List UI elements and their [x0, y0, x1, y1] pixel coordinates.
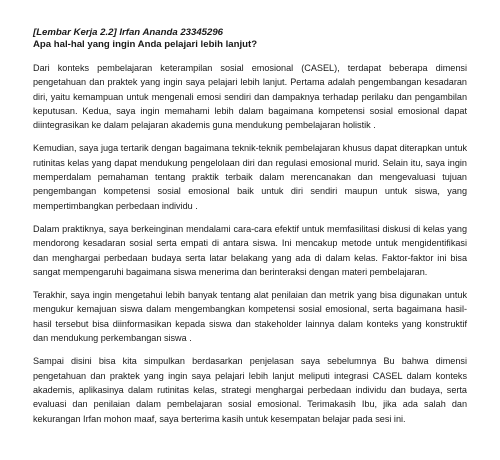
paragraph-2: Kemudian, saya juga tertarik dengan bagaimana teknik-teknik pembelajaran khusus dapat diterapkan untuk rutinitas kelas yang dapat mendukung pengelolaan diri dan regulasi emosional murid. Selain itu, saya ingin memperdalam pemahaman tentang praktik terbaik dalam merencanakan dan mengevaluasi tujuan pengembangan kompetensi sosial emosional baik untuk diri sendiri maupun untuk siswa, yang mempertimbangkan perbedaan individu .: [33, 143, 467, 211]
paragraph-1: Dari konteks pembelajaran keterampilan sosial emosional (CASEL), terdapat beberapa dimensi pengetahuan dan praktek yang ingin saya pelajari lebih lanjut. Pertama adalah pengembangan kesadaran diri, yaitu kemampuan untuk mengenali emosi sendiri dan dampaknya terhadap perilaku dan pengambilan keputusan. Kedua, saya ingin memahami lebih dalam bagaimana kompetensi sosial emosional dapat diintegrasikan ke dalam pelajaran akademis guna mendukung pembelajaran holistik .: [33, 63, 467, 131]
paragraph-5: Sampai disini bisa kita simpulkan berdasarkan penjelasan saya sebelumnya Bu bahwa dimensi pengetahuan dan praktek yang ingin saya pelajari lebih lanjut meliputi integrasi CASEL dalam konteks akademis, aplikasinya dalam rutinitas kelas, strategi menghargai perbedaan individu dan budaya, serta evaluasi dan penilaian dalam pembelajaran sosial emosional. Terimakasih Ibu, jika ada salah dan kekurangan Irfan mohon maaf, saya berterima kasih untuk kesempatan belajar pada sesi ini.: [33, 356, 467, 424]
question-heading: Apa hal-hal yang ingin Anda pelajari lebih lanjut?: [33, 39, 258, 50]
paragraph-3: Dalam praktiknya, saya berkeinginan mendalami cara-cara efektif untuk memfasilitasi diskusi di kelas yang mendorong kesadaran sosial serta empati di antara siswa. Ini mencakup metode untuk mengidentifikasi dan menghargai perbedaan budaya serta latar belakang yang ada di dalam kelas. Faktor-faktor ini bisa sangat mempengaruhi bagaimana siswa menerima dan berinteraksi dengan materi pembelajaran.: [33, 223, 467, 277]
document-title: [Lembar Kerja 2.2] Irfan Ananda 23345296: [33, 27, 224, 38]
paragraph-4: Terakhir, saya ingin mengetahui lebih banyak tentang alat penilaian dan metrik yang bisa digunakan untuk mengukur kemajuan siswa dalam mengembangkan kompetensi sosial emosional, serta bagaimana hasil-hasil tersebut bisa diinformasikan kepada siswa dan stakeholder lainnya dalam konteks yang konstruktif dan mendukung perkembangan siswa .: [33, 290, 467, 344]
